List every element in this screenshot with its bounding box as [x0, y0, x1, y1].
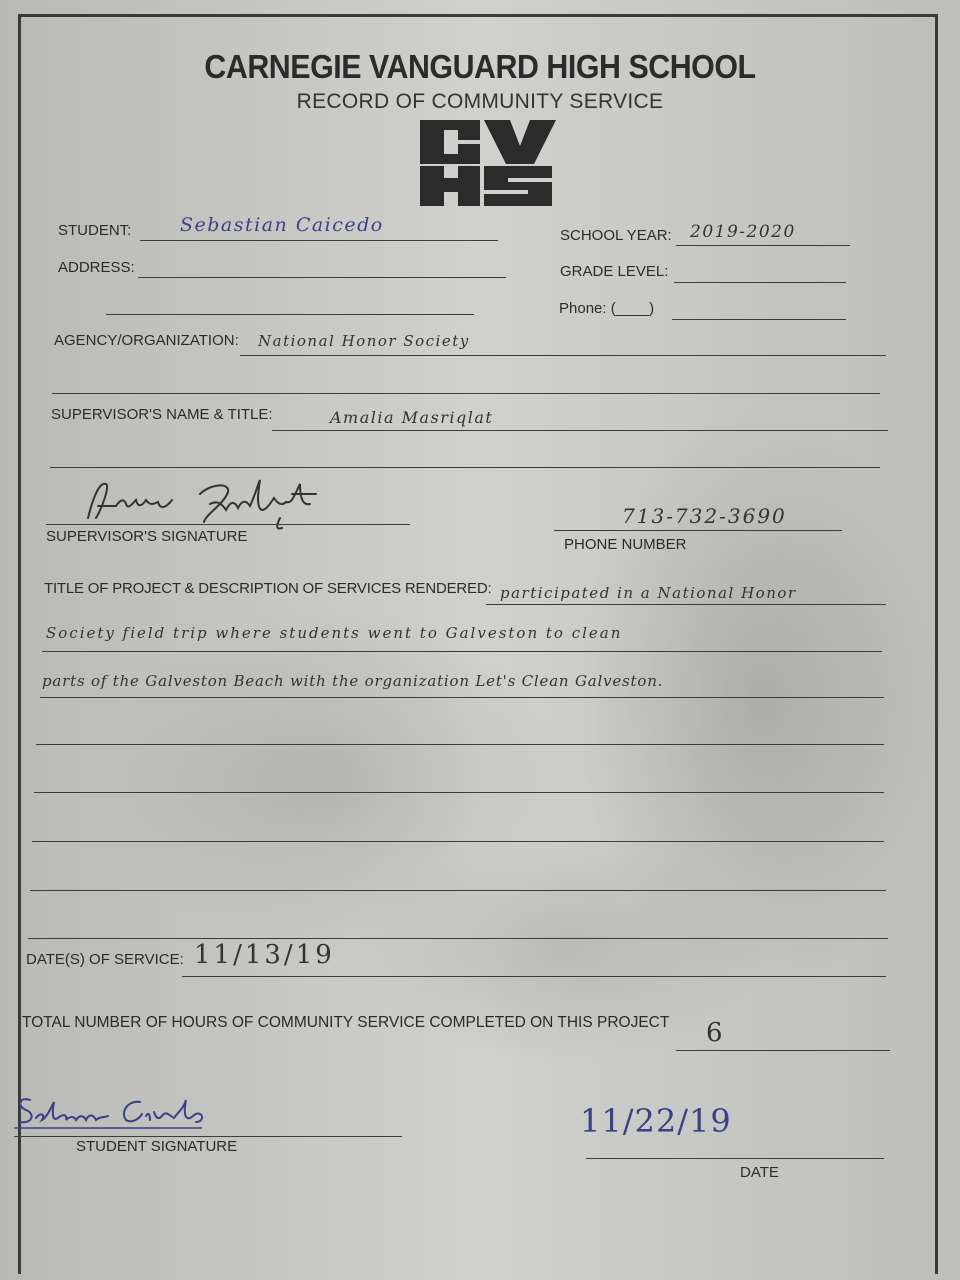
form-title: RECORD OF COMMUNITY SERVICE	[296, 90, 664, 113]
supervisor-name-line-1	[272, 430, 888, 431]
description-line-4[interactable]	[36, 744, 884, 745]
date-label: DATE	[740, 1164, 779, 1181]
description-line-3-text[interactable]: parts of the Galveston Beach with the organization Let's Clean Galveston.	[42, 672, 664, 690]
agency-value[interactable]: National Honor Society	[258, 332, 470, 350]
dates-line	[182, 976, 886, 977]
student-value[interactable]: Sebastian Caicedo	[180, 214, 384, 236]
description-line-2	[42, 651, 882, 652]
phone-number-label: PHONE NUMBER	[564, 536, 687, 553]
student-label: STUDENT:	[58, 222, 132, 239]
supervisor-name-label: SUPERVISOR'S NAME & TITLE:	[51, 406, 273, 423]
supervisor-signature-line[interactable]	[46, 524, 410, 525]
supervisor-signature-label: SUPERVISOR'S SIGNATURE	[46, 528, 248, 545]
agency-line-2[interactable]	[52, 393, 880, 394]
description-line-1-text[interactable]: participated in a National Honor	[500, 584, 797, 602]
student-signature-label: STUDENT SIGNATURE	[76, 1138, 238, 1155]
student-line	[140, 240, 498, 241]
phone-label: Phone: (____)	[559, 300, 655, 317]
description-line-7[interactable]	[30, 890, 886, 891]
supervisor-signature-image	[80, 474, 360, 534]
school-year-line	[676, 245, 850, 246]
description-line-3	[40, 697, 884, 698]
address-label: ADDRESS:	[58, 259, 135, 276]
cvhs-logo	[418, 118, 558, 208]
dates-label: DATE(S) OF SERVICE:	[26, 951, 184, 968]
description-line-5[interactable]	[34, 792, 884, 793]
dates-value[interactable]: 11/13/19	[194, 940, 335, 970]
date-value[interactable]: 11/22/19	[580, 1102, 732, 1140]
student-signature-line[interactable]	[14, 1136, 402, 1137]
address-line-2[interactable]	[106, 314, 474, 315]
phone-number-line	[554, 530, 842, 531]
description-line-2-text[interactable]: Society field trip where students went to Galveston to clean	[46, 624, 623, 642]
supervisor-name-value[interactable]: Amalia Masriqlat	[330, 408, 494, 427]
student-signature-image	[12, 1092, 212, 1134]
description-line-1	[486, 604, 886, 605]
total-hours-line	[676, 1050, 890, 1051]
date-line	[586, 1158, 884, 1159]
address-line-1[interactable]	[138, 277, 506, 278]
grade-level-label: GRADE LEVEL:	[560, 263, 669, 280]
description-line-8[interactable]	[28, 938, 888, 939]
school-name: CARNEGIE VANGUARD HIGH SCHOOL	[204, 48, 756, 85]
grade-level-line[interactable]	[674, 282, 846, 283]
school-year-label: SCHOOL YEAR:	[560, 227, 672, 244]
project-label: TITLE OF PROJECT & DESCRIPTION OF SERVICES RENDERED:	[44, 580, 492, 597]
total-hours-label: TOTAL NUMBER OF HOURS OF COMMUNITY SERVICE COMPLETED ON THIS PROJECT	[22, 1014, 670, 1031]
supervisor-name-line-2[interactable]	[50, 467, 880, 468]
supervisor-phone-value[interactable]: 713-732-3690	[622, 504, 787, 528]
agency-line-1	[240, 355, 886, 356]
description-line-6[interactable]	[32, 841, 884, 842]
school-year-value[interactable]: 2019-2020	[690, 222, 796, 242]
total-hours-value[interactable]: 6	[706, 1018, 725, 1048]
phone-line[interactable]	[672, 319, 846, 320]
agency-label: AGENCY/ORGANIZATION:	[54, 332, 239, 349]
